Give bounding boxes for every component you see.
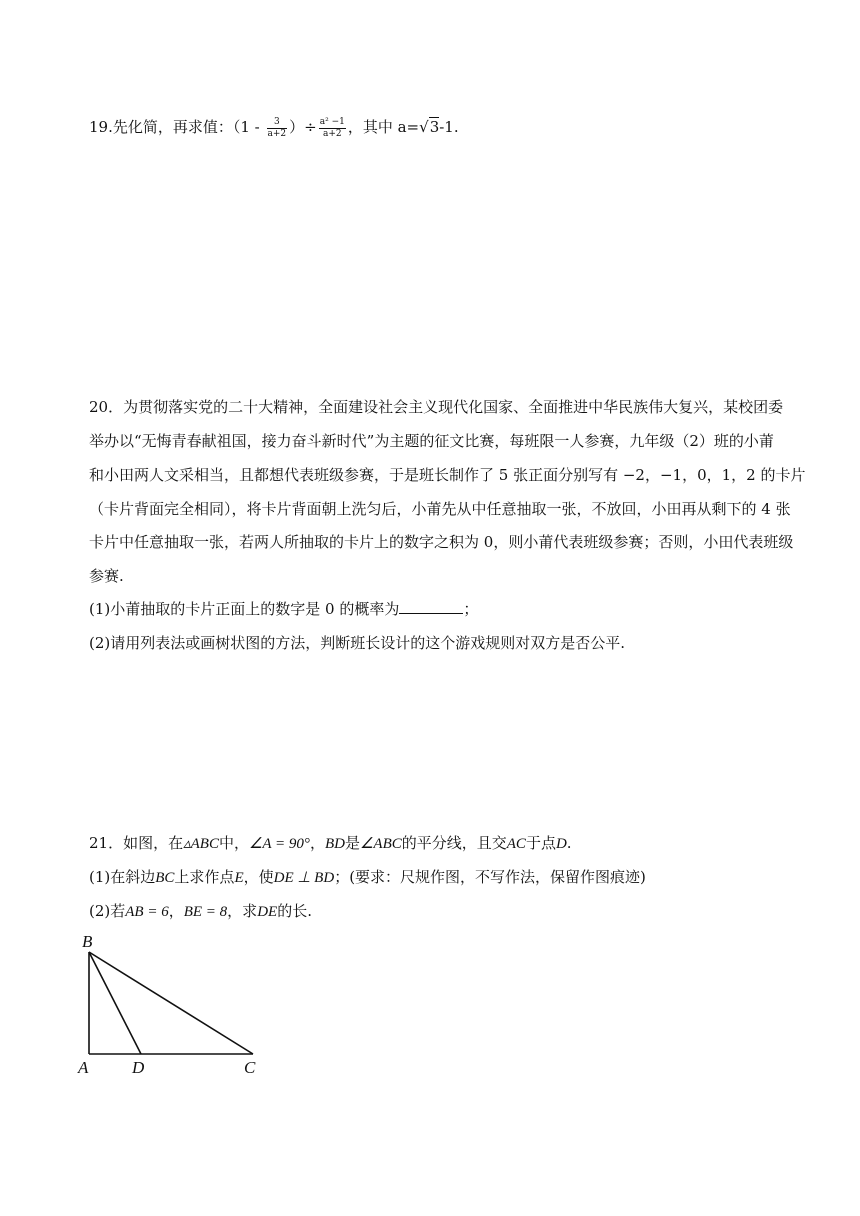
q19-frac1-numerator: 3 — [267, 117, 288, 129]
triangle-figure — [70, 928, 270, 1078]
q21-text: ， — [309, 834, 325, 852]
q19-frac2-denominator: a+2 — [322, 128, 342, 139]
q21-text: 中， — [218, 834, 249, 852]
angle-a: ∠A = 90° — [248, 836, 310, 852]
segment-ac: AC — [506, 836, 526, 852]
q20-part1-end: ； — [463, 600, 479, 618]
q20-line: 举办以“无悔青春献祖国，接力奋斗新时代”为主题的征文比赛，每班限一人参赛，九年级（2）班的小莆 — [89, 432, 774, 450]
q19-sqrt-arg: 3 — [429, 118, 440, 136]
q21-text: ，使 — [243, 868, 274, 886]
q19-frac1-denominator: a+2 — [267, 128, 287, 139]
question-19 — [89, 116, 459, 140]
q21-text: 的长. — [277, 902, 312, 920]
q20-line: 参赛. — [89, 567, 124, 585]
q21-text: 上求作点 — [174, 868, 235, 886]
q21-text: (1)在斜边 — [89, 868, 156, 886]
q20-line: 卡片中任意抽取一张，若两人所抽取的卡片上的数字之积为 0，则小莆代表班级参赛；否则，小田代表班级 — [89, 533, 794, 551]
q19-prefix: 19.先化简，再求值：（1 - — [89, 118, 265, 136]
q20-line: 和小田两人文采相当，且都想代表班级参赛，于是班长制作了 5 张正面分别写有 −2，−1，0，1，2 的卡片 — [89, 466, 806, 484]
q20-part-2: (2)请用列表法或画树状图的方法，判断班长设计的这个游戏规则对双方是否公平. — [89, 634, 626, 652]
perpendicular-condition: DE ⊥ BD — [273, 870, 335, 886]
q21-text: 21．如图，在 — [89, 834, 184, 852]
sqrt-sign: √ — [419, 118, 429, 136]
label-c: C — [244, 1058, 256, 1077]
q19-fraction-1 — [267, 117, 288, 140]
q20-part-1 — [89, 598, 478, 619]
q21-line-2 — [89, 866, 646, 887]
q20-line: （卡片背面完全相同），将卡片背面朝上洗匀后，小莆先从中任意抽取一张，不放回，小田再从剩下的 4 张 — [89, 500, 791, 518]
q19-condition: ，其中 a= — [347, 118, 420, 136]
length-be: BE = 8 — [183, 904, 228, 920]
segment-bc-line — [89, 952, 253, 1054]
q19-frac2-numerator: a² −1 — [319, 116, 345, 127]
q19-suffix: -1. — [439, 118, 459, 136]
q21-text: 的平分线，且交 — [401, 834, 507, 852]
q21-text: 于点 — [525, 834, 556, 852]
q21-text: ；(要求：尺规作图，不写作法，保留作图痕迹) — [334, 868, 646, 886]
triangle-abc: ▵ABC — [183, 836, 219, 852]
q19-divide: ）÷ — [289, 118, 317, 136]
segment-bd: BD — [324, 836, 345, 852]
segment-de: DE — [257, 904, 278, 920]
segment-bc: BC — [155, 870, 175, 886]
q21-line-3 — [89, 900, 312, 921]
q21-line-1 — [89, 832, 572, 853]
q19-fraction-2 — [319, 117, 346, 140]
q20-line: 20．为贯彻落实党的二十大精神，全面建设社会主义现代化国家、全面推进中华民族伟大复兴，某校团委 — [89, 398, 784, 416]
q21-text: ，求 — [227, 902, 258, 920]
q20-part1-text: (1)小莆抽取的卡片正面上的数字是 0 的概率为 — [89, 600, 400, 618]
label-a: A — [78, 1058, 89, 1077]
q21-text: . — [566, 834, 572, 852]
label-d: D — [132, 1058, 145, 1077]
answer-blank[interactable] — [399, 601, 463, 614]
label-b: B — [82, 932, 93, 951]
angle-abc: ∠ABC — [359, 836, 402, 852]
q21-text: 是 — [344, 834, 360, 852]
q21-text: ， — [168, 902, 184, 920]
q21-text: (2)若 — [89, 902, 126, 920]
length-ab: AB = 6 — [125, 904, 169, 920]
point-d: D — [555, 836, 567, 852]
point-e: E — [234, 870, 244, 886]
